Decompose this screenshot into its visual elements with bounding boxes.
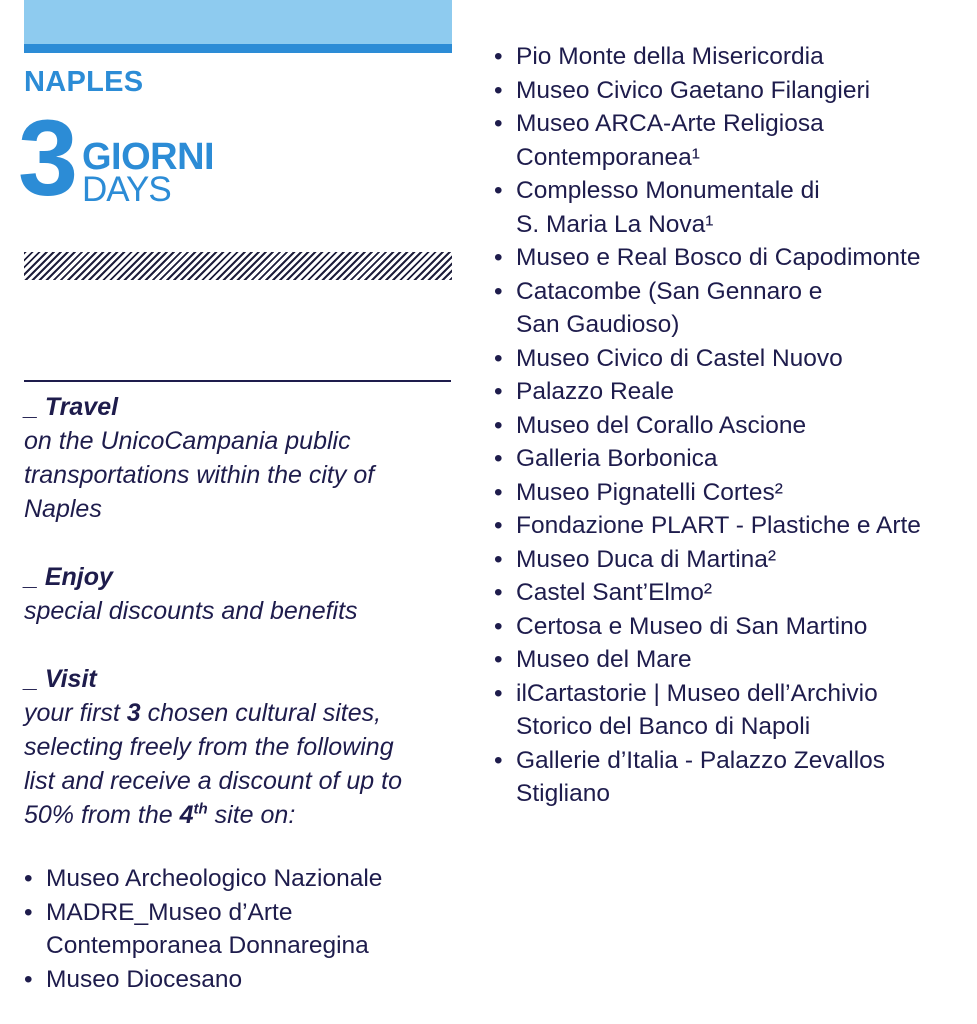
list-item: • Museo Archeologico Nazionale [24, 862, 464, 896]
list-item: • Fondazione PLART - Plastiche e Arte [494, 509, 974, 543]
list-item: • MADRE_Museo d’Arte Contemporanea Donnaregina [24, 896, 466, 963]
list-item: • Castel Sant’Elmo² [494, 576, 974, 610]
list-item: • ilCartastorie | Museo dell’Archivio Storico del Banco di Napoli [494, 677, 896, 744]
list-item: • Museo Civico di Castel Nuovo [494, 342, 974, 376]
list-item: • Museo del Corallo Ascione [494, 409, 974, 443]
visit-text-after: site on: [207, 801, 296, 829]
list-item: • Museo Diocesano [24, 963, 464, 997]
list-item: • Museo e Real Bosco di Capodimonte [494, 241, 974, 275]
giorni-label: GIORNI [82, 136, 215, 178]
feature-title: _ Visit [24, 665, 97, 693]
city-title: NAPLES [24, 66, 144, 98]
list-item: • Pio Monte della Misericordia [494, 40, 974, 74]
days-label: DAYS [82, 170, 171, 209]
list-item: • Catacombe (San Gennaro e San Gaudioso) [494, 275, 826, 342]
list-item: • Museo Duca di Martina² [494, 543, 974, 577]
visit-text-before: your first [24, 699, 127, 727]
list-item: • Museo Civico Gaetano Filangieri [494, 74, 974, 108]
feature-visit [24, 662, 454, 832]
header-rule [24, 44, 452, 53]
sites-list-right [494, 40, 974, 811]
feature-text: on the UnicoCampania public transportations within the city of Naples [24, 427, 375, 523]
section-divider [24, 380, 451, 382]
feature-travel [24, 390, 454, 526]
visit-ordinal: 4 [179, 801, 194, 829]
feature-title: _ Travel [24, 393, 119, 421]
feature-title: _ Enjoy [24, 563, 113, 591]
days-number: 3 [18, 97, 75, 218]
list-item: • Palazzo Reale [494, 375, 974, 409]
list-item: • Gallerie d’Italia - Palazzo Zevallos Stigliano [494, 744, 896, 811]
visit-ordinal-suffix: th [193, 800, 208, 818]
list-item: • Complesso Monumentale di S. Maria La Nova¹ [494, 174, 826, 241]
list-item: • Museo Pignatelli Cortes² [494, 476, 974, 510]
feature-text: special discounts and benefits [24, 597, 358, 625]
hatch-pattern [24, 252, 452, 280]
visit-text-middle: chosen cultural sites, selecting freely from the following list and receive a discount of up to 50% from the [24, 699, 403, 829]
list-item: • Certosa e Museo di San Martino [494, 610, 974, 644]
list-item: • Museo del Mare [494, 643, 974, 677]
feature-enjoy [24, 560, 454, 628]
feature-text [24, 696, 424, 832]
list-item: • Galleria Borbonica [494, 442, 974, 476]
sites-list-left [24, 862, 464, 996]
header-band [24, 0, 452, 44]
features-section [24, 390, 454, 832]
visit-count: 3 [126, 699, 141, 727]
list-item: • Museo ARCA-Arte Religiosa Contemporanea¹ [494, 107, 826, 174]
